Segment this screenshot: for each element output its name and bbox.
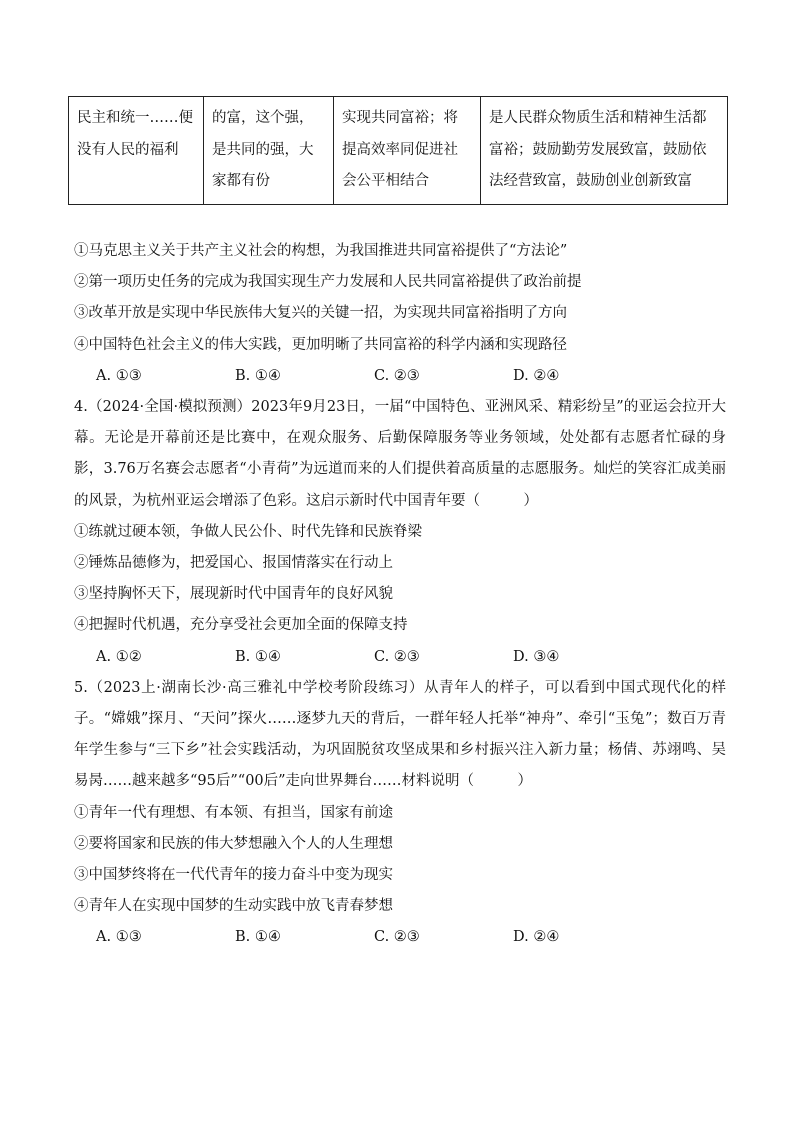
answer-option-d[interactable]: D. ②④: [513, 367, 560, 384]
question-5-stem: 5.（2023上·湖南长沙·高三雅礼中学校考阶段练习）从青年人的样子，可以看到中国式现代化的样子。“嫦娥”探月、“天问”探火……逐梦九天的背后，一群年轻人托举“神舟”、牵引“玉兔”；数百万青年学生参与“三下乡”社会实践活动，为巩固脱贫攻坚成果和乡村振兴注入新力量；杨倩、苏翊鸣、吴易昺……越来越多“95后”“00后”走向世界舞台……材料说明（ ）: [74, 679, 726, 790]
answer-option-a[interactable]: A. ①②: [96, 648, 142, 665]
statement-item: ①马克思主义关于共产主义社会的构想，为我国推进共同富裕提供了“方法论”: [74, 243, 568, 259]
table-cell: 的富，这个强，是共同的强，大家都有份: [204, 97, 334, 205]
answer-options: [74, 922, 726, 953]
comparison-table: [68, 96, 728, 205]
answer-option-d[interactable]: D. ③④: [513, 648, 560, 665]
question-5-items: [74, 798, 726, 923]
table-cell: 民主和统一……便没有人民的福利: [69, 97, 204, 205]
statement-item: ③坚持胸怀天下，展现新时代中国青年的良好风貌: [74, 586, 393, 603]
statement-item: ③中国梦终将在一代代青年的接力奋斗中变为现实: [74, 866, 393, 883]
statement-item: ④青年人在实现中国梦的生动实践中放飞青春梦想: [74, 898, 393, 915]
answer-option-c[interactable]: C. ②③: [374, 648, 420, 665]
answer-options: [74, 642, 726, 673]
answer-option-c[interactable]: C. ②③: [374, 929, 420, 946]
table-cell: 是人民群众物质生活和精神生活都富裕；鼓励勤劳发展致富，鼓励依法经营致富，鼓励创业创新致富: [481, 97, 728, 205]
answer-option-b[interactable]: B. ①④: [235, 929, 281, 946]
question-3-items: [74, 236, 726, 361]
answer-option-c[interactable]: C. ②③: [374, 367, 420, 384]
answer-options: [74, 361, 726, 392]
question-4-stem: 4.（2024·全国·模拟预测）2023年9月23日，一届“中国特色、亚洲风采、精彩纷呈”的亚运会拉开大幕。无论是开幕前还是比赛中，在观众服务、后勤保障服务等业务领域，处处都有志愿者忙碌的身影，3.76万名赛会志愿者“小青荷”为远道而来的人们提供着高质量的志愿服务。灿烂的笑容汇成美丽的风景，为杭州亚运会增添了色彩。这启示新时代中国青年要（ ）: [74, 398, 726, 509]
statement-item: ②锤炼品德修为，把爱国心、报国情落实在行动上: [74, 554, 393, 571]
answer-option-b[interactable]: B. ①④: [235, 648, 281, 665]
statement-item: ②第一项历史任务的完成为我国实现生产力发展和人民共同富裕提供了政治前提: [74, 274, 582, 291]
statement-item: ③改革开放是实现中华民族伟大复兴的关键一招，为实现共同富裕指明了方向: [74, 305, 567, 322]
answer-option-b[interactable]: B. ①④: [235, 367, 281, 384]
statement-item: ①练就过硬本领，争做人民公仆、时代先锋和民族脊梁: [74, 523, 422, 540]
question-list: [74, 236, 726, 953]
table-row: [69, 97, 728, 205]
statement-item: ④把握时代机遇，充分享受社会更加全面的保障支持: [74, 617, 408, 634]
question-4-items: [74, 517, 726, 642]
statement-item: ②要将国家和民族的伟大梦想融入个人的人生理想: [74, 835, 393, 852]
table-cell: 实现共同富裕；将提高效率同促进社会公平相结合: [334, 97, 481, 205]
answer-option-a[interactable]: A. ①③: [96, 367, 142, 384]
statement-item: ④中国特色社会主义的伟大实践，更加明晰了共同富裕的科学内涵和实现路径: [74, 336, 567, 353]
answer-option-a[interactable]: A. ①③: [96, 929, 142, 946]
statement-item: ①青年一代有理想、有本领、有担当，国家有前途: [74, 804, 393, 821]
answer-option-d[interactable]: D. ②④: [513, 929, 560, 946]
